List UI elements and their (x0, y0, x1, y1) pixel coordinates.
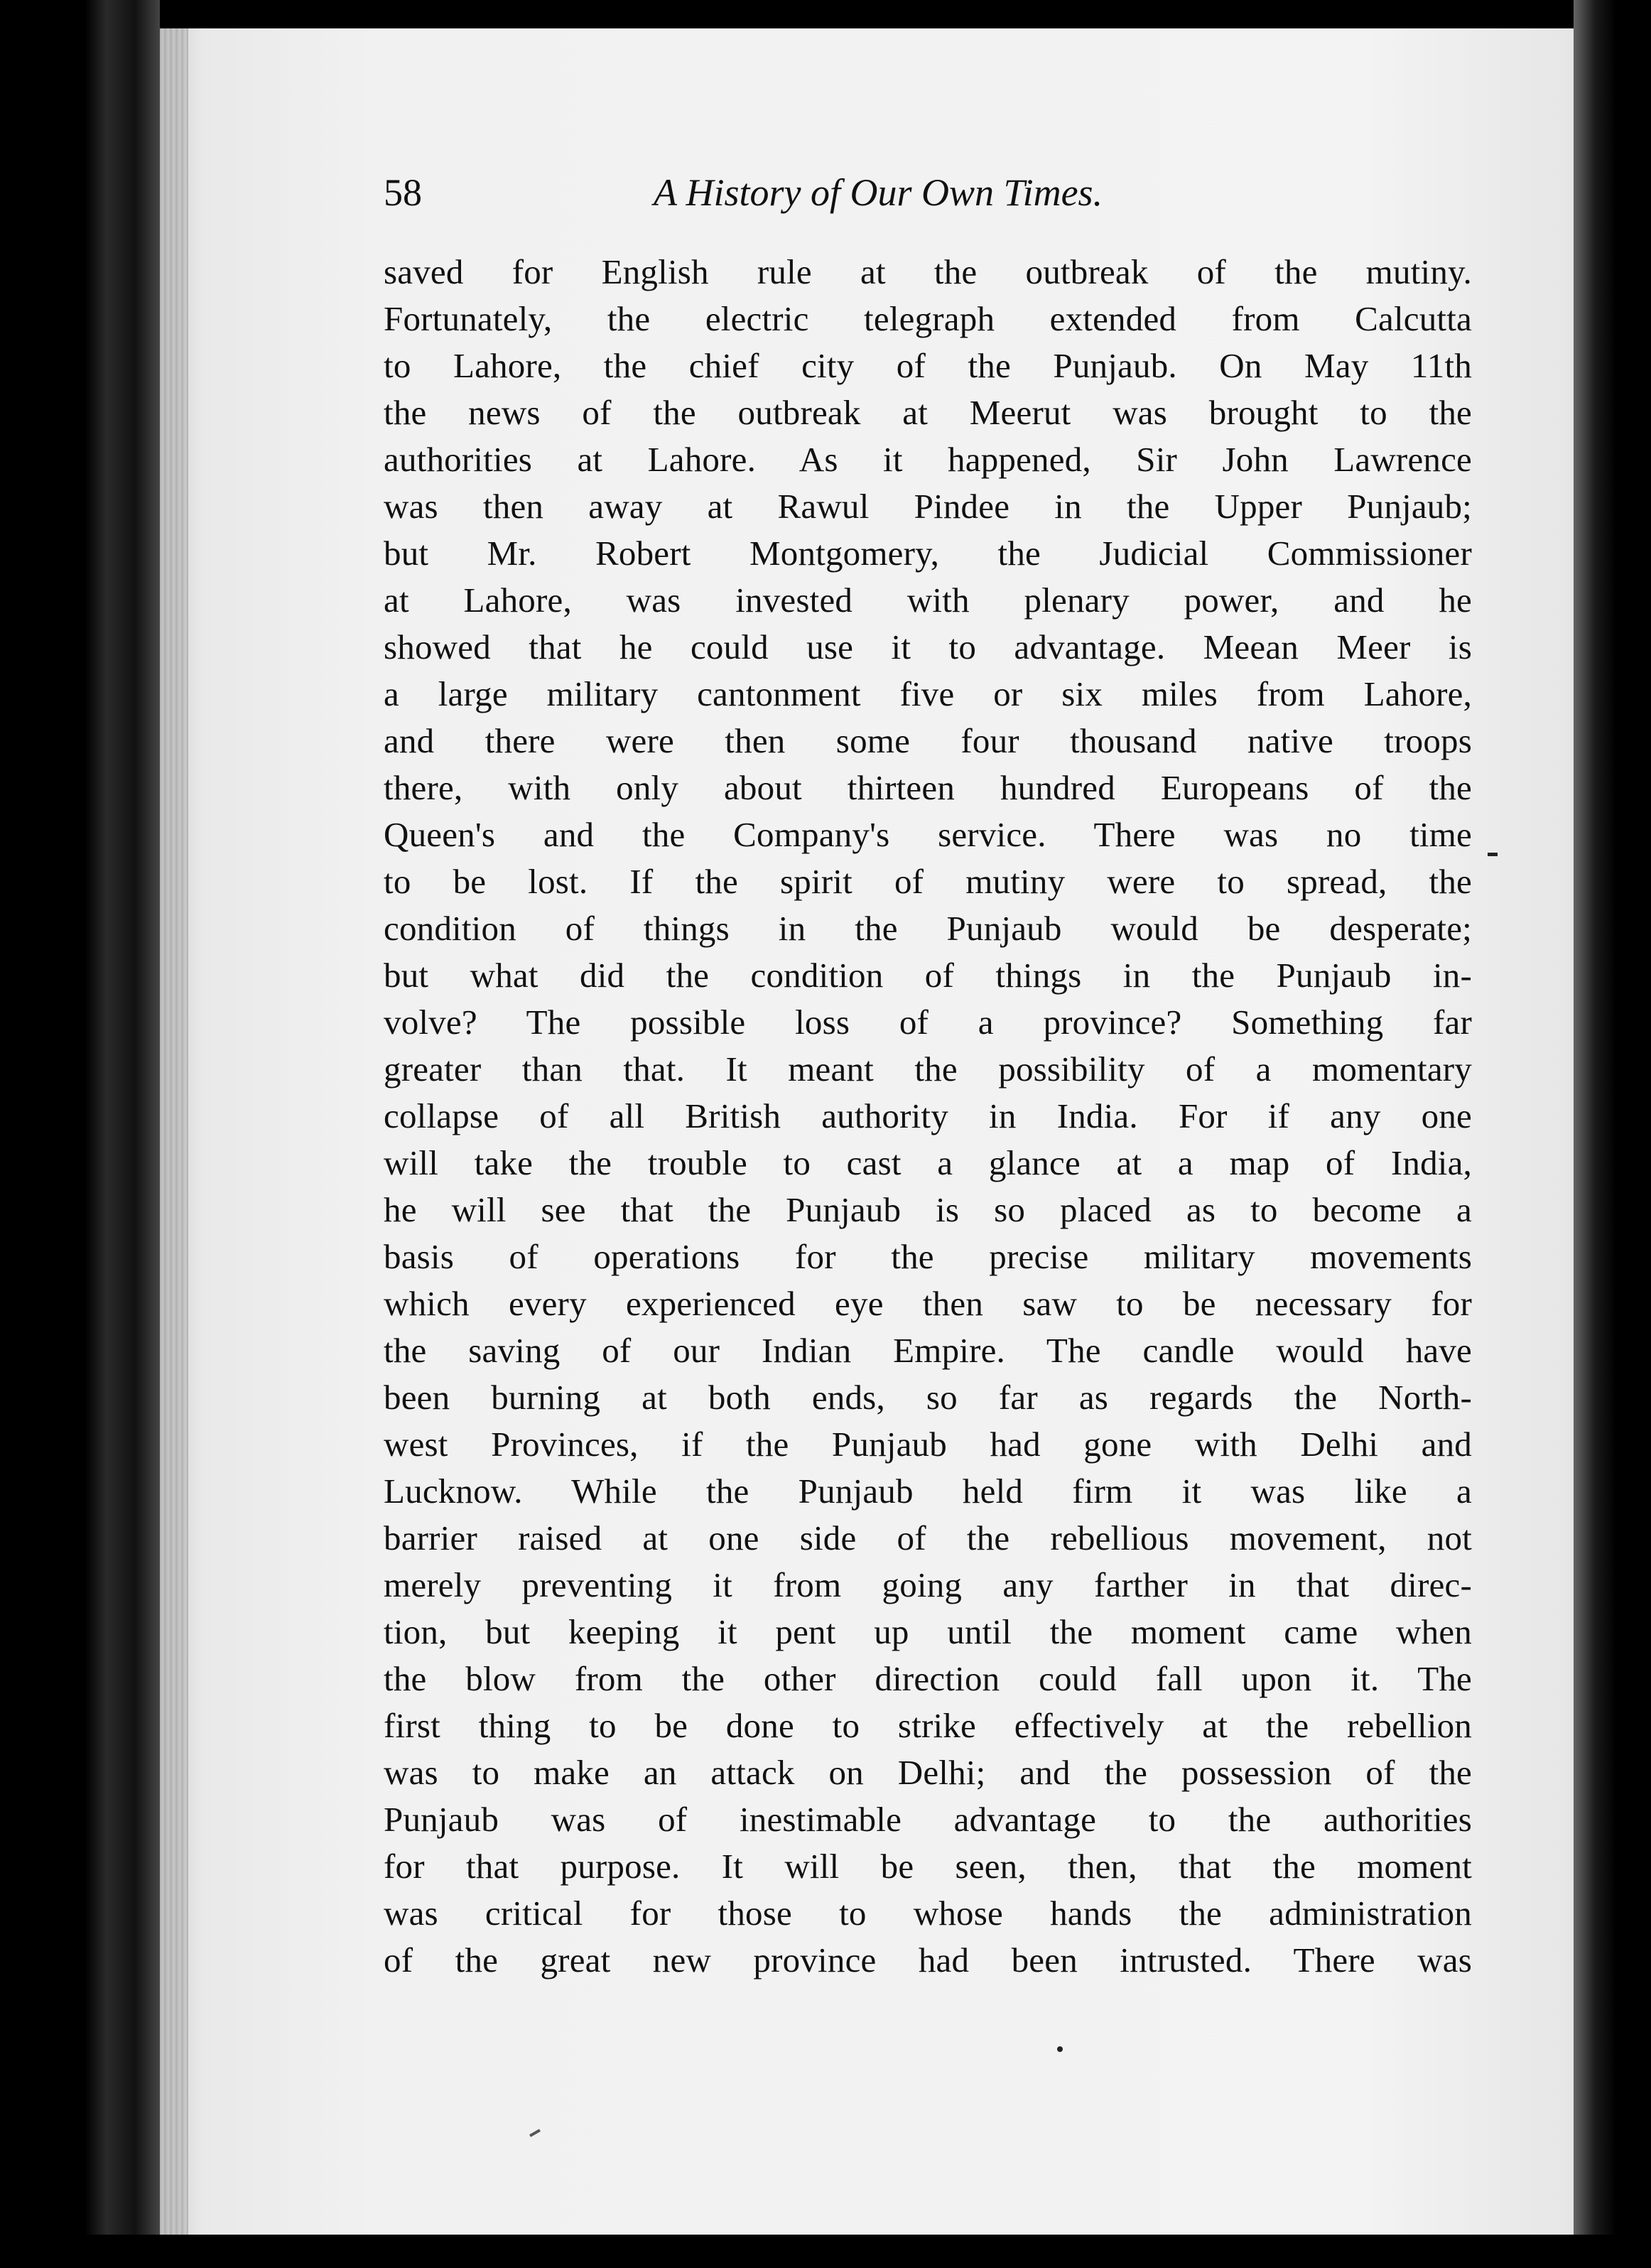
text-line: tion, but keeping it pent up until the moment came when (384, 1612, 1472, 1651)
text-line: first thing to be done to strike effectively at the rebellion (384, 1706, 1472, 1745)
text-line: for that purpose. It will be seen, then, that the moment (384, 1847, 1472, 1886)
text-line: basis of operations for the precise military movements (384, 1237, 1472, 1276)
scan-frame-bottom (0, 2235, 1651, 2268)
text-line: was to make an attack on Delhi; and the possession of the (384, 1753, 1472, 1792)
text-line: was then away at Rawul Pindee in the Upper Punjaub; (384, 487, 1472, 526)
text-line: of the great new province had been intrusted. There was (384, 1940, 1472, 1980)
text-line: showed that he could use it to advantage. Meean Meer is (384, 627, 1472, 666)
running-title: A History of Our Own Times. (654, 171, 1103, 214)
page-number: 58 (384, 171, 422, 214)
text-line: merely preventing it from going any farther in that direc- (384, 1565, 1472, 1604)
text-line: which every experienced eye then saw to be necessary for (384, 1284, 1472, 1323)
text-line: but Mr. Robert Montgomery, the Judicial Commissioner (384, 534, 1472, 573)
page-binding-edge (160, 28, 188, 2235)
text-line: Fortunately, the electric telegraph extended from Calcutta (384, 299, 1472, 338)
text-line: the news of the outbreak at Meerut was brought to the (384, 393, 1472, 432)
text-line: collapse of all British authority in India. For if any one (384, 1096, 1472, 1135)
text-line: will take the trouble to cast a glance at a map of India, (384, 1143, 1472, 1182)
page-header (384, 171, 1222, 227)
text-line: to be lost. If the spirit of mutiny were to spread, the (384, 862, 1472, 901)
text-line: but what did the condition of things in the Punjaub in- (384, 956, 1472, 995)
text-line: authorities at Lahore. As it happened, Sir John Lawrence (384, 440, 1472, 479)
scan-frame-left (0, 0, 160, 2268)
text-line: the saving of our Indian Empire. The candle would have (384, 1331, 1472, 1370)
text-line: Lucknow. While the Punjaub held firm it was like a (384, 1472, 1472, 1511)
text-line: he will see that the Punjaub is so placed as to become a (384, 1190, 1472, 1229)
text-line: was critical for those to whose hands the administration (384, 1894, 1472, 1933)
scan-speck (1057, 2046, 1063, 2052)
body-text (384, 249, 1472, 1984)
text-line: Queen's and the Company's service. There was no time (384, 815, 1472, 854)
text-line: been burning at both ends, so far as regards the North- (384, 1378, 1472, 1417)
text-line: to Lahore, the chief city of the Punjaub. On May 11th (384, 346, 1472, 385)
text-line: saved for English rule at the outbreak of the mutiny. (384, 252, 1472, 291)
text-line: Punjaub was of inestimable advantage to the authorities (384, 1800, 1472, 1839)
text-line: there, with only about thirteen hundred Europeans of the (384, 768, 1472, 807)
text-line: volve? The possible loss of a province? Something far (384, 1003, 1472, 1042)
text-line: greater than that. It meant the possibility of a momentary (384, 1049, 1472, 1089)
text-line: the blow from the other direction could fall upon it. The (384, 1659, 1472, 1698)
scan-frame-top (0, 0, 1651, 28)
text-line: condition of things in the Punjaub would be desperate; (384, 909, 1472, 948)
text-line: a large military cantonment five or six miles from Lahore, (384, 674, 1472, 713)
text-line: west Provinces, if the Punjaub had gone with Delhi and (384, 1425, 1472, 1464)
text-line: and there were then some four thousand native troops (384, 721, 1472, 760)
margin-mark (1488, 853, 1498, 856)
text-line: barrier raised at one side of the rebellious movement, not (384, 1518, 1472, 1557)
text-line: at Lahore, was invested with plenary power, and he (384, 580, 1472, 620)
scan-frame-right (1574, 0, 1651, 2268)
